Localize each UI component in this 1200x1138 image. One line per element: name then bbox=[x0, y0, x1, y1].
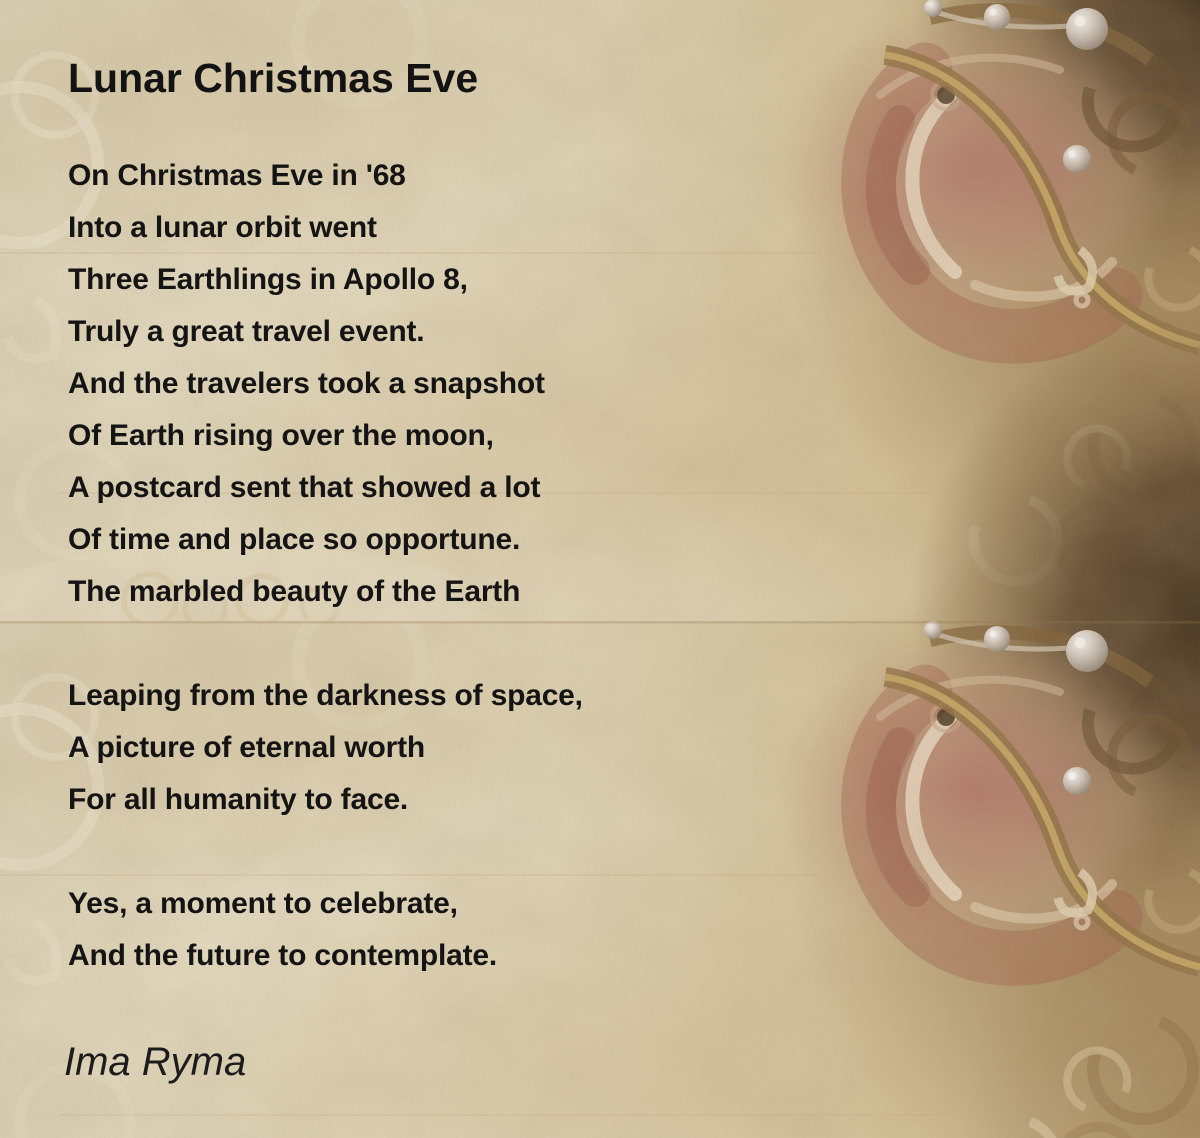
poem-line: On Christmas Eve in '68 bbox=[68, 159, 406, 192]
poem-line: Into a lunar orbit went bbox=[68, 211, 377, 244]
poem-line: For all humanity to face. bbox=[68, 783, 409, 816]
poem-line: A picture of eternal worth bbox=[68, 731, 426, 764]
poem-line: Yes, a moment to celebrate, bbox=[68, 887, 458, 920]
poem-line: Leaping from the darkness of space, bbox=[68, 679, 583, 712]
poem-author-signature: Ima Ryma bbox=[64, 1040, 247, 1084]
poem-line: And the travelers took a snapshot bbox=[68, 367, 545, 400]
stanza-1 bbox=[68, 150, 583, 618]
poem-line: And the future to contemplate. bbox=[68, 939, 498, 972]
poem-line: Of Earth rising over the moon, bbox=[68, 419, 494, 452]
poem-line: Three Earthlings in Apollo 8, bbox=[68, 263, 468, 296]
poem-body bbox=[68, 150, 583, 982]
poem-line: Truly a great travel event. bbox=[68, 315, 425, 348]
poem-line: The marbled beauty of the Earth bbox=[68, 575, 521, 608]
stanza-3 bbox=[68, 878, 583, 982]
poem-line: Of time and place so opportune. bbox=[68, 523, 521, 556]
poem-line: A postcard sent that showed a lot bbox=[68, 471, 541, 504]
stanza-2 bbox=[68, 670, 583, 826]
poem-title: Lunar Christmas Eve bbox=[68, 55, 479, 101]
